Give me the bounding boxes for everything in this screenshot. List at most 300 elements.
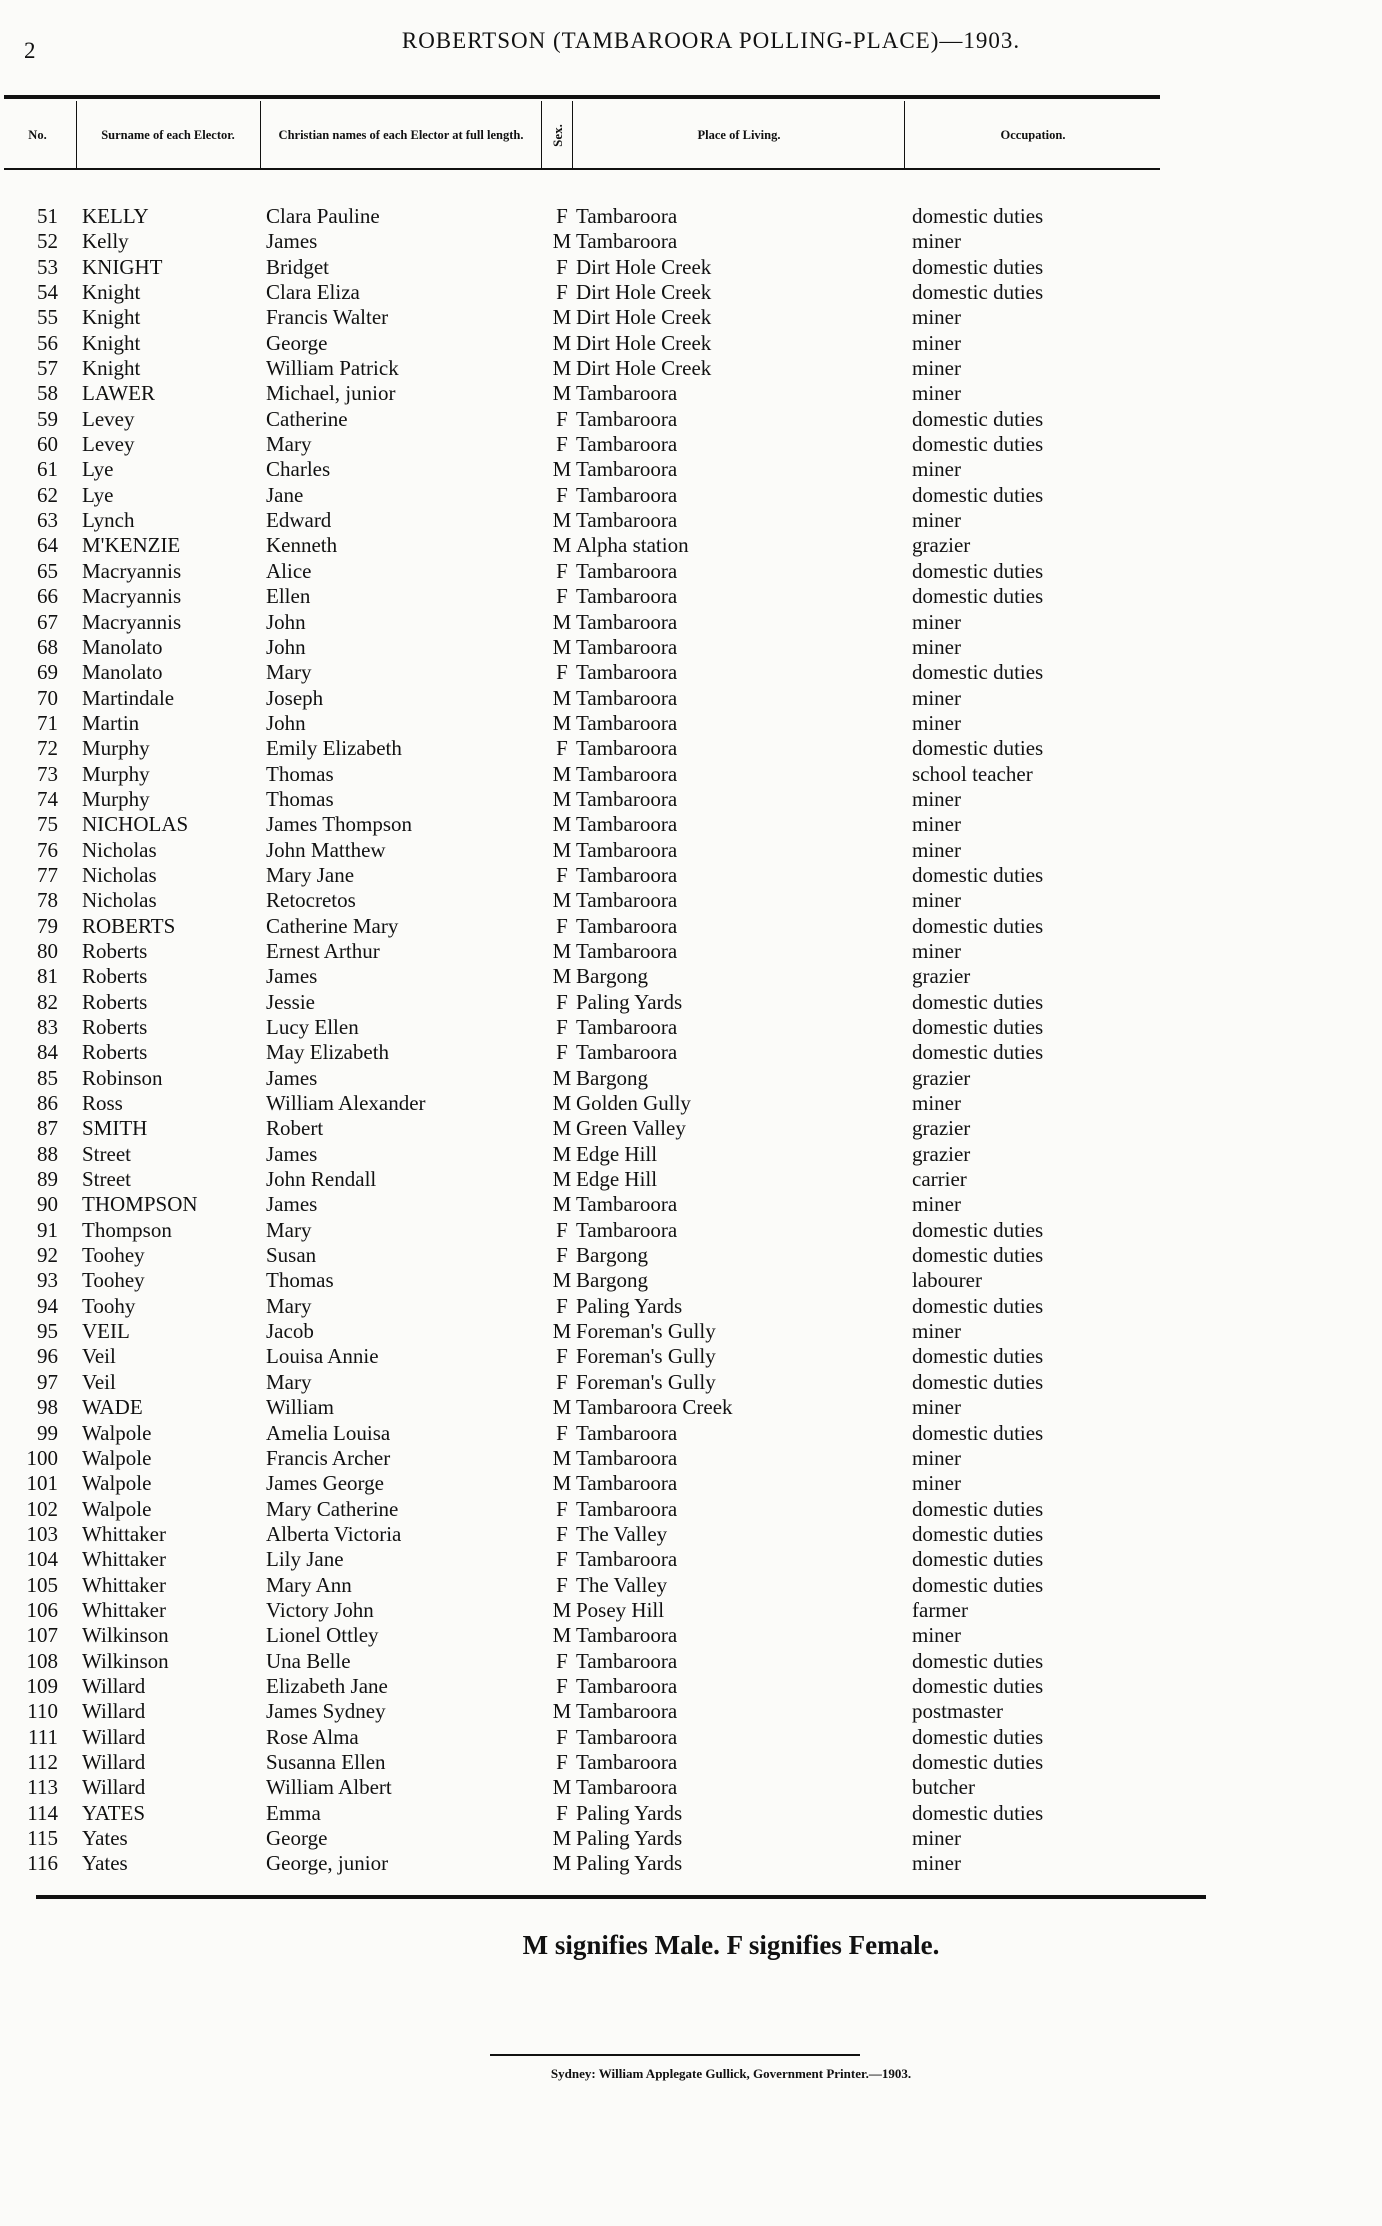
elector-surname: Nicholas xyxy=(82,862,157,887)
elector-surname: Toohy xyxy=(82,1293,136,1318)
elector-surname: Kelly xyxy=(82,229,129,254)
elector-number: 55 xyxy=(37,305,58,330)
elector-christian-names: William Alexander xyxy=(266,1091,426,1116)
elector-surname: Martindale xyxy=(82,685,175,710)
elector-number: 77 xyxy=(37,862,58,887)
page-title: ROBERTSON (TAMBAROORA POLLING-PLACE)—1903. xyxy=(401,28,1021,53)
elector-surname: Wilkinson xyxy=(82,1648,169,1673)
elector-surname: Willard xyxy=(82,1775,146,1800)
elector-surname: Roberts xyxy=(82,938,148,963)
elector-christian-names: James George xyxy=(266,1471,384,1496)
elector-christian-names: Joseph xyxy=(266,685,324,710)
elector-sex: F xyxy=(556,1673,568,1698)
table-row xyxy=(0,660,1160,685)
table-row xyxy=(0,762,1160,787)
elector-number: 110 xyxy=(27,1699,58,1724)
table-row xyxy=(0,1294,1160,1319)
elector-surname: Murphy xyxy=(82,761,150,786)
elector-sex: M xyxy=(552,457,572,482)
elector-christian-names: Francis Walter xyxy=(266,305,389,330)
table-row xyxy=(0,1598,1160,1623)
elector-sex: F xyxy=(556,1521,568,1546)
elector-occupation: domestic duties xyxy=(912,660,1044,685)
sex-legend: M signifies Male. F signifies Female. xyxy=(522,1930,940,1960)
elector-sex: F xyxy=(556,558,568,583)
elector-surname: Whittaker xyxy=(82,1547,166,1572)
elector-surname: Robinson xyxy=(82,1065,163,1090)
elector-christian-names: William xyxy=(266,1395,334,1420)
elector-number: 58 xyxy=(37,381,58,406)
table-row xyxy=(0,914,1160,939)
elector-sex: M xyxy=(552,1395,572,1420)
elector-christian-names: Mary Ann xyxy=(266,1572,352,1597)
elector-sex: F xyxy=(556,913,568,938)
elector-christian-names: Mary xyxy=(266,660,312,685)
elector-occupation: domestic duties xyxy=(912,1040,1044,1065)
imprint-rule xyxy=(490,2054,860,2056)
elector-sex: M xyxy=(552,508,572,533)
elector-number: 59 xyxy=(37,406,58,431)
elector-occupation: domestic duties xyxy=(912,1547,1044,1572)
elector-occupation: butcher xyxy=(912,1775,975,1800)
elector-place-of-living: Bargong xyxy=(576,964,648,989)
column-sex-label: Sex. xyxy=(549,123,565,147)
elector-surname: Veil xyxy=(82,1369,116,1394)
elector-number: 91 xyxy=(37,1217,58,1242)
elector-surname: Street xyxy=(82,1141,131,1166)
elector-place-of-living: Tambaroora xyxy=(576,938,678,963)
elector-sex: M xyxy=(552,1192,572,1217)
table-row xyxy=(0,838,1160,863)
table-row xyxy=(0,1395,1160,1420)
elector-christian-names: Louisa Annie xyxy=(266,1344,379,1369)
elector-place-of-living: Edge Hill xyxy=(576,1141,658,1166)
elector-occupation: miner xyxy=(912,330,961,355)
elector-christian-names: Kenneth xyxy=(266,533,338,558)
elector-occupation: miner xyxy=(912,1623,961,1648)
elector-christian-names: Clara Pauline xyxy=(266,204,380,228)
elector-occupation: domestic duties xyxy=(912,1369,1044,1394)
elector-surname: Yates xyxy=(82,1826,128,1850)
elector-number: 57 xyxy=(37,356,58,381)
elector-christian-names: Mary xyxy=(266,1217,312,1242)
elector-occupation: domestic duties xyxy=(912,1293,1044,1318)
elector-christian-names: Susanna Ellen xyxy=(266,1749,386,1774)
elector-place-of-living: Alpha station xyxy=(576,533,689,558)
elector-occupation: domestic duties xyxy=(912,1243,1044,1268)
elector-occupation: domestic duties xyxy=(912,1496,1044,1521)
elector-christian-names: Amelia Louisa xyxy=(266,1420,391,1445)
elector-occupation: miner xyxy=(912,1319,961,1344)
table-row xyxy=(0,1040,1160,1065)
elector-christian-names: Alberta Victoria xyxy=(266,1521,402,1546)
elector-number: 103 xyxy=(26,1521,58,1546)
elector-surname: Walpole xyxy=(82,1471,152,1496)
elector-occupation: domestic duties xyxy=(912,1420,1044,1445)
elector-number: 80 xyxy=(37,938,58,963)
elector-place-of-living: Tambaroora xyxy=(576,584,678,609)
elector-sex: F xyxy=(556,862,568,887)
elector-surname: Macryannis xyxy=(82,584,182,609)
elector-christian-names: John Matthew xyxy=(266,837,386,862)
elector-place-of-living: The Valley xyxy=(576,1572,668,1597)
elector-surname: ROBERTS xyxy=(82,913,176,938)
elector-place-of-living: Tambaroora xyxy=(576,204,678,228)
table-row xyxy=(0,1218,1160,1243)
elector-occupation: domestic duties xyxy=(912,482,1044,507)
elector-surname: Willard xyxy=(82,1724,146,1749)
elector-sex: F xyxy=(556,1800,568,1825)
elector-surname: Murphy xyxy=(82,786,150,811)
elector-occupation: miner xyxy=(912,1395,961,1420)
elector-christian-names: William Albert xyxy=(266,1775,392,1800)
elector-sex: M xyxy=(552,812,572,837)
elector-christian-names: May Elizabeth xyxy=(266,1040,390,1065)
elector-sex: M xyxy=(552,837,572,862)
printer-imprint: Sydney: William Applegate Gullick, Government Printer.—1903. xyxy=(550,2066,912,2081)
elector-number: 73 xyxy=(37,761,58,786)
elector-surname: Ross xyxy=(82,1091,123,1116)
elector-christian-names: Una Belle xyxy=(266,1648,351,1673)
elector-number: 54 xyxy=(37,280,58,305)
elector-number: 84 xyxy=(37,1040,58,1065)
elector-number: 92 xyxy=(37,1243,58,1268)
table-row xyxy=(0,1446,1160,1471)
elector-occupation: miner xyxy=(912,1471,961,1496)
elector-occupation: grazier xyxy=(912,1116,971,1141)
elector-number: 106 xyxy=(26,1597,58,1622)
elector-christian-names: Edward xyxy=(266,508,332,533)
elector-surname: Street xyxy=(82,1167,131,1192)
elector-number: 65 xyxy=(37,558,58,583)
table-row xyxy=(0,1750,1160,1775)
table-row xyxy=(0,1268,1160,1293)
elector-occupation: miner xyxy=(912,938,961,963)
column-divider xyxy=(541,101,542,169)
elector-surname: Wilkinson xyxy=(82,1623,169,1648)
elector-sex: F xyxy=(556,1420,568,1445)
table-row xyxy=(0,280,1160,305)
elector-place-of-living: Foreman's Gully xyxy=(576,1344,716,1369)
elector-christian-names: Lucy Ellen xyxy=(266,1015,359,1039)
elector-christian-names: Mary xyxy=(266,1369,312,1394)
table-row xyxy=(0,812,1160,837)
elector-number: 63 xyxy=(37,508,58,533)
elector-number: 102 xyxy=(26,1496,58,1521)
elector-surname: Roberts xyxy=(82,989,148,1014)
elector-christian-names: Bridget xyxy=(266,254,329,279)
elector-place-of-living: Tambaroora xyxy=(576,1192,678,1217)
elector-occupation: domestic duties xyxy=(912,1648,1044,1673)
elector-christian-names: Elizabeth Jane xyxy=(266,1673,388,1698)
elector-place-of-living: Paling Yards xyxy=(576,1293,683,1318)
table-row xyxy=(0,1826,1160,1851)
elector-place-of-living: Tambaroora xyxy=(576,888,678,913)
elector-occupation: domestic duties xyxy=(912,584,1044,609)
elector-occupation: domestic duties xyxy=(912,1724,1044,1749)
elector-surname: Manolato xyxy=(82,634,163,659)
elector-number: 93 xyxy=(37,1268,58,1293)
elector-place-of-living: Green Valley xyxy=(576,1116,686,1141)
elector-number: 104 xyxy=(26,1547,58,1572)
elector-surname: Willard xyxy=(82,1699,146,1724)
elector-christian-names: Emma xyxy=(266,1800,321,1825)
elector-occupation: miner xyxy=(912,381,961,406)
elector-place-of-living: Tambaroora xyxy=(576,1547,678,1572)
elector-place-of-living: Tambaroora xyxy=(576,406,678,431)
elector-place-of-living: Dirt Hole Creek xyxy=(576,330,712,355)
elector-surname: YATES xyxy=(82,1800,146,1825)
elector-surname: Lynch xyxy=(82,508,135,533)
elector-place-of-living: Tambaroora xyxy=(576,761,678,786)
elector-occupation: domestic duties xyxy=(912,406,1044,431)
elector-number: 113 xyxy=(27,1775,58,1800)
elector-christian-names: Victory John xyxy=(266,1597,374,1622)
page-number: 2 xyxy=(24,38,36,63)
elector-surname: Levey xyxy=(82,432,135,457)
elector-christian-names: Catherine xyxy=(266,406,348,431)
table-row xyxy=(0,964,1160,989)
elector-sex: M xyxy=(552,1826,572,1850)
table-row xyxy=(0,356,1160,381)
elector-occupation: domestic duties xyxy=(912,254,1044,279)
elector-sex: M xyxy=(552,1597,572,1622)
elector-place-of-living: Tambaroora xyxy=(576,1040,678,1065)
elector-surname: Roberts xyxy=(82,1015,148,1039)
elector-place-of-living: Paling Yards xyxy=(576,1800,683,1825)
elector-sex: F xyxy=(556,1344,568,1369)
elector-sex: M xyxy=(552,938,572,963)
elector-christian-names: Michael, junior xyxy=(266,381,396,406)
table-row xyxy=(0,1243,1160,1268)
elector-sex: M xyxy=(552,1116,572,1141)
elector-surname: Knight xyxy=(82,330,141,355)
table-row xyxy=(0,1547,1160,1572)
table-row xyxy=(0,1421,1160,1446)
elector-number: 52 xyxy=(37,229,58,254)
elector-place-of-living: Paling Yards xyxy=(576,1851,683,1876)
table-row xyxy=(0,1344,1160,1369)
elector-occupation: domestic duties xyxy=(912,432,1044,457)
elector-christian-names: James Thompson xyxy=(266,812,413,837)
elector-occupation: miner xyxy=(912,888,961,913)
elector-occupation: domestic duties xyxy=(912,736,1044,761)
elector-place-of-living: Tambaroora xyxy=(576,685,678,710)
elector-number: 83 xyxy=(37,1015,58,1039)
elector-number: 105 xyxy=(26,1572,58,1597)
elector-number: 72 xyxy=(37,736,58,761)
elector-place-of-living: Tambaroora xyxy=(576,229,678,254)
elector-occupation: school teacher xyxy=(912,761,1033,786)
elector-place-of-living: Tambaroora xyxy=(576,837,678,862)
elector-occupation: miner xyxy=(912,1445,961,1470)
table-row xyxy=(0,1319,1160,1344)
elector-occupation: grazier xyxy=(912,964,971,989)
elector-surname: Lye xyxy=(82,457,114,482)
table-header xyxy=(0,101,1160,169)
elector-surname: Roberts xyxy=(82,1040,148,1065)
elector-surname: Whittaker xyxy=(82,1572,166,1597)
table-row xyxy=(0,635,1160,660)
elector-surname: Whittaker xyxy=(82,1597,166,1622)
elector-occupation: miner xyxy=(912,1826,961,1850)
elector-surname: Willard xyxy=(82,1673,146,1698)
elector-christian-names: George xyxy=(266,1826,328,1850)
elector-number: 51 xyxy=(37,204,58,228)
elector-number: 90 xyxy=(37,1192,58,1217)
elector-sex: F xyxy=(556,1243,568,1268)
table-row xyxy=(0,1370,1160,1395)
elector-christian-names: Francis Archer xyxy=(266,1445,391,1470)
elector-christian-names: Thomas xyxy=(266,761,334,786)
elector-surname: Thompson xyxy=(82,1217,172,1242)
table-end-rule xyxy=(36,1895,1206,1899)
elector-place-of-living: Tambaroora xyxy=(576,482,678,507)
elector-christian-names: George, junior xyxy=(266,1851,389,1876)
elector-surname: NICHOLAS xyxy=(82,812,189,837)
table-row xyxy=(0,229,1160,254)
elector-occupation: miner xyxy=(912,1192,961,1217)
elector-place-of-living: Dirt Hole Creek xyxy=(576,356,712,381)
elector-place-of-living: Tambaroora xyxy=(576,457,678,482)
table-row xyxy=(0,939,1160,964)
elector-place-of-living: Tambaroora xyxy=(576,812,678,837)
elector-number: 88 xyxy=(37,1141,58,1166)
elector-sex: F xyxy=(556,1293,568,1318)
elector-sex: M xyxy=(552,685,572,710)
elector-number: 76 xyxy=(37,837,58,862)
elector-place-of-living: Tambaroora xyxy=(576,1724,678,1749)
elector-occupation: domestic duties xyxy=(912,1344,1044,1369)
table-row xyxy=(0,1573,1160,1598)
elector-sex: F xyxy=(556,989,568,1014)
elector-occupation: domestic duties xyxy=(912,989,1044,1014)
elector-surname: Manolato xyxy=(82,660,163,685)
elector-number: 109 xyxy=(26,1673,58,1698)
table-row xyxy=(0,432,1160,457)
table-row xyxy=(0,990,1160,1015)
elector-sex: M xyxy=(552,1167,572,1192)
elector-christian-names: George xyxy=(266,330,328,355)
elector-sex: M xyxy=(552,634,572,659)
elector-place-of-living: Dirt Hole Creek xyxy=(576,254,712,279)
elector-sex: M xyxy=(552,1091,572,1116)
elector-number: 114 xyxy=(27,1800,58,1825)
elector-sex: F xyxy=(556,204,568,228)
table-row xyxy=(0,457,1160,482)
elector-sex: M xyxy=(552,1065,572,1090)
elector-christian-names: Mary Catherine xyxy=(266,1496,399,1521)
elector-christian-names: Catherine Mary xyxy=(266,913,399,938)
elector-surname: Knight xyxy=(82,280,141,305)
elector-number: 85 xyxy=(37,1065,58,1090)
column-divider xyxy=(904,101,905,169)
elector-place-of-living: Tambaroora xyxy=(576,710,678,735)
elector-occupation: miner xyxy=(912,786,961,811)
elector-place-of-living: Tambaroora xyxy=(576,1699,678,1724)
table-row xyxy=(0,888,1160,913)
elector-sex: F xyxy=(556,1496,568,1521)
elector-occupation: domestic duties xyxy=(912,1749,1044,1774)
elector-christian-names: Mary Jane xyxy=(266,862,355,887)
elector-sex: M xyxy=(552,1268,572,1293)
elector-surname: Macryannis xyxy=(82,609,182,634)
elector-occupation: farmer xyxy=(912,1597,968,1622)
elector-number: 111 xyxy=(28,1724,58,1749)
elector-occupation: miner xyxy=(912,812,961,837)
elector-christian-names: James xyxy=(266,1141,318,1166)
elector-sex: M xyxy=(552,1775,572,1800)
elector-occupation: domestic duties xyxy=(912,913,1044,938)
elector-place-of-living: Tambaroora xyxy=(576,1749,678,1774)
table-row xyxy=(0,204,1160,229)
elector-christian-names: James xyxy=(266,1065,318,1090)
elector-sex: M xyxy=(552,1851,572,1876)
elector-number: 60 xyxy=(37,432,58,457)
elector-place-of-living: Tambaroora xyxy=(576,1471,678,1496)
elector-place-of-living: Tambaroora xyxy=(576,1496,678,1521)
elector-sex: F xyxy=(556,1217,568,1242)
table-row xyxy=(0,1851,1160,1876)
elector-christian-names: John Rendall xyxy=(266,1167,377,1192)
elector-place-of-living: Tambaroora xyxy=(576,558,678,583)
elector-surname: Knight xyxy=(82,305,141,330)
elector-christian-names: Jane xyxy=(266,482,304,507)
elector-number: 100 xyxy=(26,1445,58,1470)
elector-surname: Veil xyxy=(82,1344,116,1369)
table-row xyxy=(0,1167,1160,1192)
elector-surname: Lye xyxy=(82,482,114,507)
table-row xyxy=(0,1497,1160,1522)
elector-number: 68 xyxy=(37,634,58,659)
elector-surname: Knight xyxy=(82,356,141,381)
elector-sex: F xyxy=(556,482,568,507)
elector-sex: M xyxy=(552,1471,572,1496)
elector-occupation: miner xyxy=(912,229,961,254)
elector-number: 81 xyxy=(37,964,58,989)
elector-christian-names: William Patrick xyxy=(266,356,399,381)
elector-place-of-living: Tambaroora xyxy=(576,381,678,406)
table-row xyxy=(0,331,1160,356)
elector-place-of-living: Tambaroora xyxy=(576,1775,678,1800)
table-row xyxy=(0,508,1160,533)
column-surname: Surname of each Elector. xyxy=(101,127,235,142)
elector-place-of-living: Posey Hill xyxy=(576,1597,665,1622)
elector-surname: Walpole xyxy=(82,1496,152,1521)
elector-occupation: miner xyxy=(912,457,961,482)
elector-sex: M xyxy=(552,1699,572,1724)
table-row xyxy=(0,1649,1160,1674)
table-row xyxy=(0,1674,1160,1699)
elector-place-of-living: Tambaroora xyxy=(576,1648,678,1673)
elector-occupation: miner xyxy=(912,685,961,710)
elector-number: 116 xyxy=(27,1851,58,1876)
elector-occupation: miner xyxy=(912,634,961,659)
elector-number: 99 xyxy=(37,1420,58,1445)
elector-place-of-living: Tambaroora xyxy=(576,432,678,457)
elector-sex: M xyxy=(552,1445,572,1470)
elector-christian-names: Mary xyxy=(266,432,312,457)
elector-number: 87 xyxy=(37,1116,58,1141)
elector-sex: M xyxy=(552,609,572,634)
elector-sex: M xyxy=(552,1623,572,1648)
elector-place-of-living: Tambaroora xyxy=(576,862,678,887)
elector-occupation: domestic duties xyxy=(912,1521,1044,1546)
elector-place-of-living: Dirt Hole Creek xyxy=(576,305,712,330)
elector-occupation: miner xyxy=(912,1851,961,1876)
elector-sex: F xyxy=(556,1572,568,1597)
elector-christian-names: Ellen xyxy=(266,584,311,609)
